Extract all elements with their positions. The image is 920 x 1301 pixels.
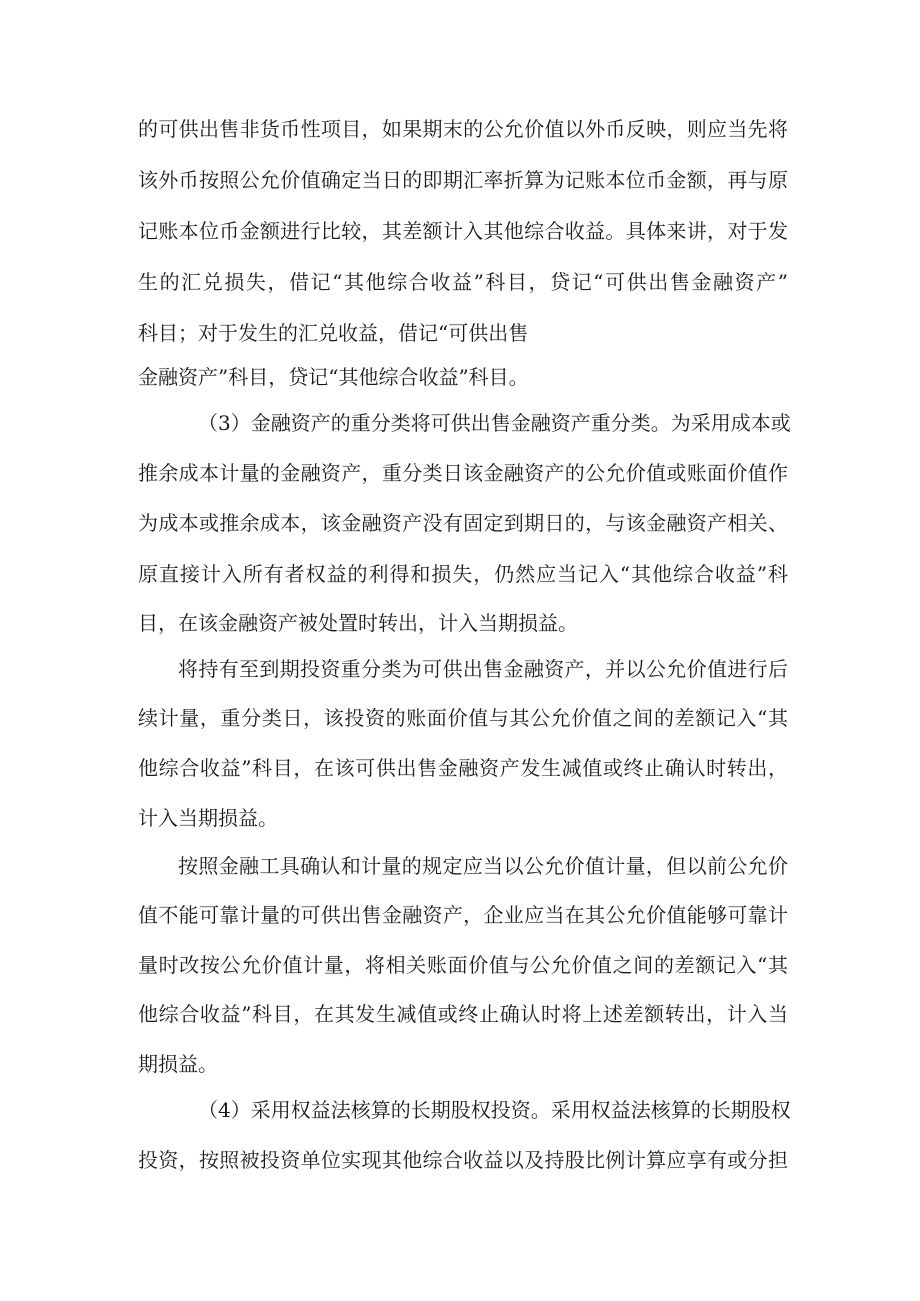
text-line: 他综合收益”科目，在其发生减值或终止确认时将上述差额转出，计入当	[138, 1002, 788, 1026]
text-line: 期损益。	[138, 1052, 218, 1076]
text-line: 生的汇兑损失，借记“其他综合收益”科目，贷记“可供出售金融资产”	[138, 270, 788, 294]
text-line: 将持有至到期投资重分类为可供出售金融资产，并以公允价值进行后	[178, 657, 788, 681]
text-line: 续计量，重分类日，该投资的账面价值与其公允价值之间的差额记入“其	[138, 706, 788, 730]
text-line: 原直接计入所有者权益的利得和损失，仍然应当记入“其他综合收益”科	[138, 562, 788, 586]
text-line: 金融资产”科目，贷记“其他综合收益”科目。	[138, 365, 529, 389]
text-line: 科目；对于发生的汇兑收益，借记“可供出售	[138, 321, 529, 345]
text-line: 投资，按照被投资单位实现其他综合收益以及持股比例计算应享有或分担	[138, 1148, 788, 1172]
section-heading-3: （3）金融资产的重分类将可供出售金融资产重分类。为采用成本或	[198, 411, 791, 435]
text-line: 推余成本计量的金融资产，重分类日该金融资产的公允价值或账面价值作	[138, 461, 788, 485]
text-line: 量时改按公允价值计量，将相关账面价值与公允价值之间的差额记入“其	[138, 953, 788, 977]
text-line: 为成本或推余成本，该金融资产没有固定到期日的，与该金融资产相关、	[138, 511, 788, 535]
text-line: 按照金融工具确认和计量的规定应当以公允价值计量，但以前公允价	[178, 854, 788, 878]
section-heading-4: （4）采用权益法核算的长期股权投资。采用权益法核算的长期股权	[198, 1098, 791, 1122]
text-line: 该外币按照公允价值确定当日的即期汇率折算为记账本位币金额，再与原	[138, 168, 788, 192]
text-line: 的可供出售非货币性项目，如果期末的公允价值以外币反映，则应当先将	[138, 117, 788, 141]
text-line: 值不能可靠计量的可供出售金融资产，企业应当在其公允价值能够可靠计	[138, 903, 788, 927]
text-line: 记账本位币金额进行比较，其差额计入其他综合收益。具体来讲，对于发	[138, 219, 788, 243]
text-line: 他综合收益”科目，在该可供出售金融资产发生减值或终止确认时转出，	[138, 756, 788, 780]
text-line: 计入当期损益。	[138, 806, 278, 830]
text-line: 目，在该金融资产被处置时转出，计入当期损益。	[138, 611, 578, 635]
